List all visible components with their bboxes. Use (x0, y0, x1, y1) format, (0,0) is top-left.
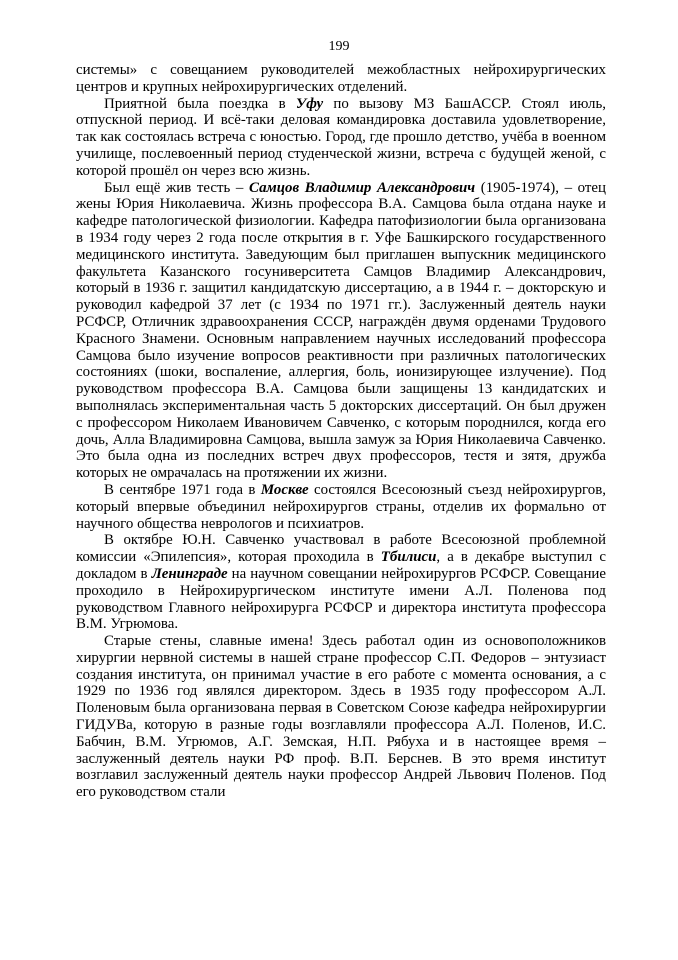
text-run: по вызову МЗ БашАССР. Стоял июль, отпускной период. И всё-таки деловая командировка доставила удовлетворение, так как состоялась встреча с юностью. Город, где прошло детство, учёба в военном училище, послевоенный период студенческой жизни, встреча с будущей женой, с которой прошёл он через всю жизнь. (76, 95, 606, 179)
text-run: состоялся Всесоюзный съезд нейрохирургов, который впервые объединил нейрохирургов страны, отделив их формально от научного общества неврологов и психиатров. (76, 481, 606, 532)
emphasized-name: Москве (260, 481, 309, 498)
paragraph (76, 180, 606, 482)
text-run: (1905-1974), – отец жены Юрия Николаевича. Жизнь профессора В.А. Самцова была отдана науке и кафедре патологической физиологии. Кафедра патофизиологии была организована в 1934 году через 2 года после открытия в г. Уфе Башкирского государственного медицинского института. Заведующим был приглашен выпускник медицинского факультета Казанского госуниверситета Самцов Владимир Александрович, который в 1936 г. защитил кандидатскую диссертацию, а в 1944 г. – докторскую и руководил кафедрой 37 лет (с 1934 по 1971 гг.). Заслуженный деятель науки РСФСР, Отличник здравоохранения СССР, награждён двумя орденами Трудового Красного Знамени. Основным направлением научных исследований профессора Самцова было изучение вопросов реактивности при различных патологических состояниях (шоки, воспаление, аллергия, боль, ионизирующее излучение). Под руководством профессора В.А. Самцова были защищены 13 кандидатских и выполнялась экспериментальная часть 5 докторских диссертаций. Он был дружен с профессором Николаем Ивановичем Савченко, с которым породнился, когда его дочь, Алла Владимировна Самцова, вышла замуж за Юрия Николаевича Савченко. Это была одна из последних встреч двух профессоров, тестя и зятя, дружба которых не омрачалась на протяжении их жизни. (76, 179, 606, 482)
paragraph (76, 532, 606, 633)
paragraph (76, 96, 606, 180)
text-run: на научном совещании нейрохирургов РСФСР. Совещание проходило в Нейрохирургическом институте имени А.Л. Поленова под руководством Главного нейрохирурга РСФСР и директора института профессора В.М. Угрюмова. (76, 565, 606, 633)
page-number: 199 (328, 39, 350, 54)
body-text (76, 62, 606, 801)
text-run: В сентябре 1971 года в (104, 481, 261, 498)
emphasized-name: Самцов Владимир Александрович (249, 179, 476, 196)
text-run: Старые стены, славные имена! Здесь работал один из основоположников хирургии нервной системы в нашей стране профессор С.П. Федоров – энтузиаст создания института, он принимал участие в его работе с момента основания, а с 1929 по 1936 год являлся директором. Здесь в 1935 году профессором А.Л. Поленовым была организована первая в Советском Союзе кафедра нейрохирургии ГИДУВа, которую в разные годы возглавляли профессора А.Л. Поленов, И.С. Бабчин, В.М. Угрюмов, А.Г. Земская, Н.П. Рябуха и в настоящее время – заслуженный деятель науки РФ проф. В.П. Берснев. В это время институт возглавил заслуженный деятель науки профессор Андрей Львович Поленов. Под его руководством стали (76, 633, 606, 801)
text-run: Был ещё жив тесть – (104, 179, 250, 196)
text-run: , а в декабре выступил с докладом в (76, 549, 606, 582)
paragraph (76, 482, 606, 532)
emphasized-name: Уфу (295, 95, 324, 112)
text-run: Приятной была поездка в (104, 95, 296, 112)
text-run: В октябре Ю.Н. Савченко участвовал в работе Всесоюзной проблемной комиссии «Эпилепсия», которая проходила в (76, 532, 606, 566)
emphasized-name: Ленинграде (151, 565, 228, 582)
paragraph (76, 62, 606, 96)
emphasized-name: Тбилиси (380, 549, 437, 566)
text-run: системы» с совещанием руководителей межобластных нейрохирургических центров и крупных нейрохирургических отделений. (76, 62, 606, 95)
paragraph (76, 633, 606, 801)
